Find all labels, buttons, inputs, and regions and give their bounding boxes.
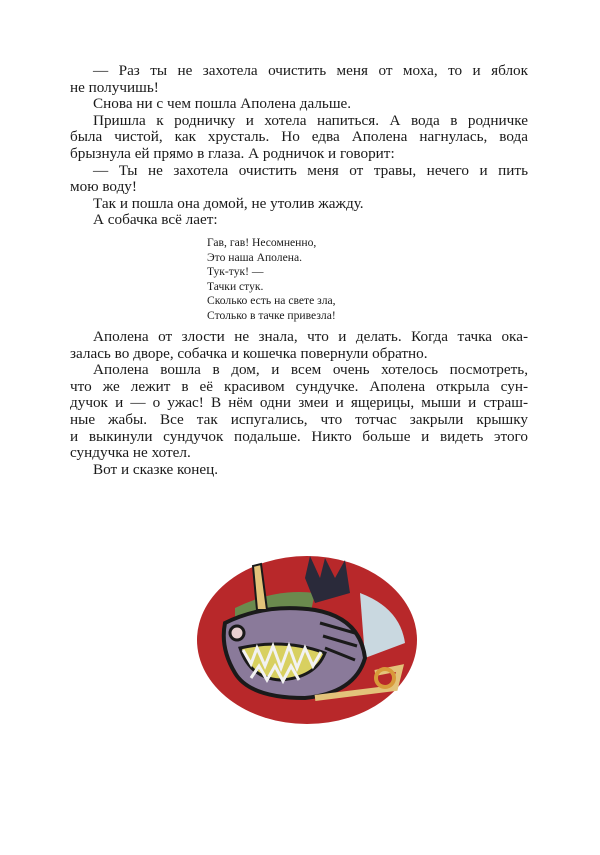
text-line: мою воду! [70, 178, 137, 196]
text-section-1 [70, 63, 528, 229]
text-line: Аполена вошла в дом, и всем очень хотелось посмотреть, [93, 361, 528, 379]
poem-line: Сколько есть на свете зла, [207, 294, 336, 308]
text-line: залась во дворе, собачка и кошечка повернули обратно. [70, 344, 428, 362]
poem-line: Столько в тачке привезла! [207, 308, 336, 322]
text-line: — Ты не захотела очистить меня от травы, нечего и пить [93, 161, 528, 179]
text-line: А собачка всё лает: [93, 211, 218, 229]
text-line: дучок и — о ужас! В нём одни змеи и ящерицы, мыши и страш- [70, 394, 528, 412]
text-line: Так и пошла она домой, не утолив жажду. [93, 194, 364, 212]
text-line: что же лежит в её красивом сундучке. Аполена открыла сун- [70, 377, 528, 395]
text-line: Пришла к родничку и хотела напиться. А вода в родничке [93, 111, 528, 129]
text-line: не получишь! [70, 78, 159, 96]
text-line: Аполена от злости не знала, что и делать. Когда тачка ока- [93, 328, 528, 345]
text-line: Снова ни с чем пошла Аполена дальше. [93, 95, 352, 113]
poem-line: Гав, гав! Несомненно, [207, 236, 317, 249]
text-section-2 [70, 329, 528, 478]
text-line: брызнула ей прямо в глаза. А родничок и говорит: [70, 144, 395, 162]
poem-line: Тук-тук! — [207, 265, 264, 279]
dragon-illustration [195, 548, 420, 728]
dog-poem [207, 236, 336, 324]
poem-line: Это наша Аполена. [207, 250, 302, 264]
text-line: была чистой, как хрусталь. Но едва Аполена нагнулась, вода [70, 128, 528, 146]
text-line: и выкинули сундучок подальше. Никто больше и видеть этого [70, 427, 528, 445]
text-line: сундучка не хотел. [70, 444, 191, 462]
poem-line: Тачки стук. [207, 279, 264, 293]
text-line: Вот и сказке конец. [93, 460, 219, 478]
text-line: ные жабы. Все так испугались, что тотчас закрыли крышку [70, 410, 528, 428]
text-line: — Раз ты не захотела очистить меня от моха, то и яблок [93, 62, 528, 79]
